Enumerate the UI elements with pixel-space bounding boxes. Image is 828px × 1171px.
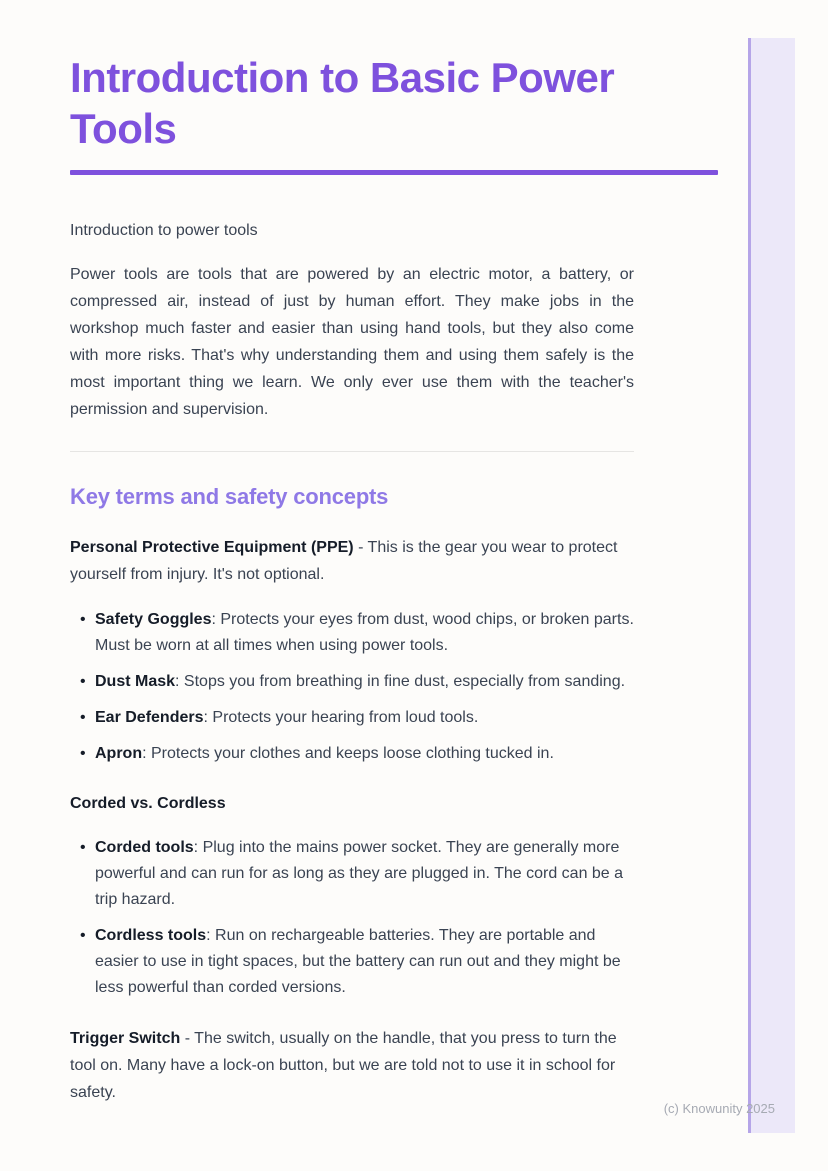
copyright-footer: (c) Knowunity 2025 <box>663 1101 775 1116</box>
list-item <box>95 741 634 767</box>
title-underline-rule <box>70 170 718 175</box>
list-item-label: Ear Defenders <box>95 709 204 727</box>
list-item-text: : Protects your eyes from dust, wood chips, or broken parts. Must be worn at all times when using power tools. <box>95 611 634 655</box>
ppe-list <box>70 607 634 767</box>
list-item-text: : Protects your hearing from loud tools. <box>203 709 479 727</box>
list-item-text: : Stops you from breathing in fine dust, especially from sanding. <box>175 673 626 691</box>
corded-vs-cordless-heading: Corded vs. Cordless <box>70 795 226 813</box>
list-item <box>95 835 634 913</box>
list-item-text: : Plug into the mains power socket. They are generally more powerful and can run for as long as they are plugged in. The cord can be a trip hazard. <box>95 839 624 909</box>
list-item-label: Corded tools <box>95 839 194 857</box>
trigger-switch-definition <box>70 1025 634 1106</box>
list-item <box>95 607 634 659</box>
corded-list <box>70 835 634 1001</box>
list-item-text: : Protects your clothes and keeps loose clothing tucked in. <box>142 745 554 763</box>
list-item <box>95 669 634 695</box>
ppe-definition <box>70 534 634 588</box>
list-item <box>95 923 634 1001</box>
list-item-label: Cordless tools <box>95 927 207 945</box>
intro-label: Introduction to power tools <box>70 222 258 240</box>
body-column <box>70 219 634 1106</box>
section-heading: Key terms and safety concepts <box>70 484 389 510</box>
trigger-term-text: - The switch, usually on the handle, that you press to turn the tool on. Many have a lock-on button, but we are told not to use it in school for safety. <box>70 1030 617 1102</box>
list-item-label: Safety Goggles <box>95 611 212 629</box>
ppe-term-label: Personal Protective Equipment (PPE) <box>70 539 354 557</box>
list-item-label: Dust Mask <box>95 673 176 691</box>
section-divider <box>70 451 634 452</box>
ppe-term-text: - This is the gear you wear to protect yourself from injury. It's not optional. <box>70 539 618 584</box>
page-title: Introduction to Basic Power Tools <box>70 54 615 153</box>
list-item <box>95 705 634 731</box>
trigger-term-label: Trigger Switch <box>70 1030 181 1048</box>
list-item-text: : Run on rechargeable batteries. They are portable and easier to use in tight spaces, but the battery can run out and they might be less powerful than corded versions. <box>95 927 621 997</box>
intro-paragraph: Power tools are tools that are powered by an electric motor, a battery, or compressed air, instead of just by human effort. They make jobs in the workshop much faster and easier than using hand tools, but they also come with more risks. That's why understanding them and using them safely is the most important thing we learn. We only ever use them with the teacher's permission and supervision. <box>70 266 634 419</box>
list-item-label: Apron <box>95 745 143 763</box>
